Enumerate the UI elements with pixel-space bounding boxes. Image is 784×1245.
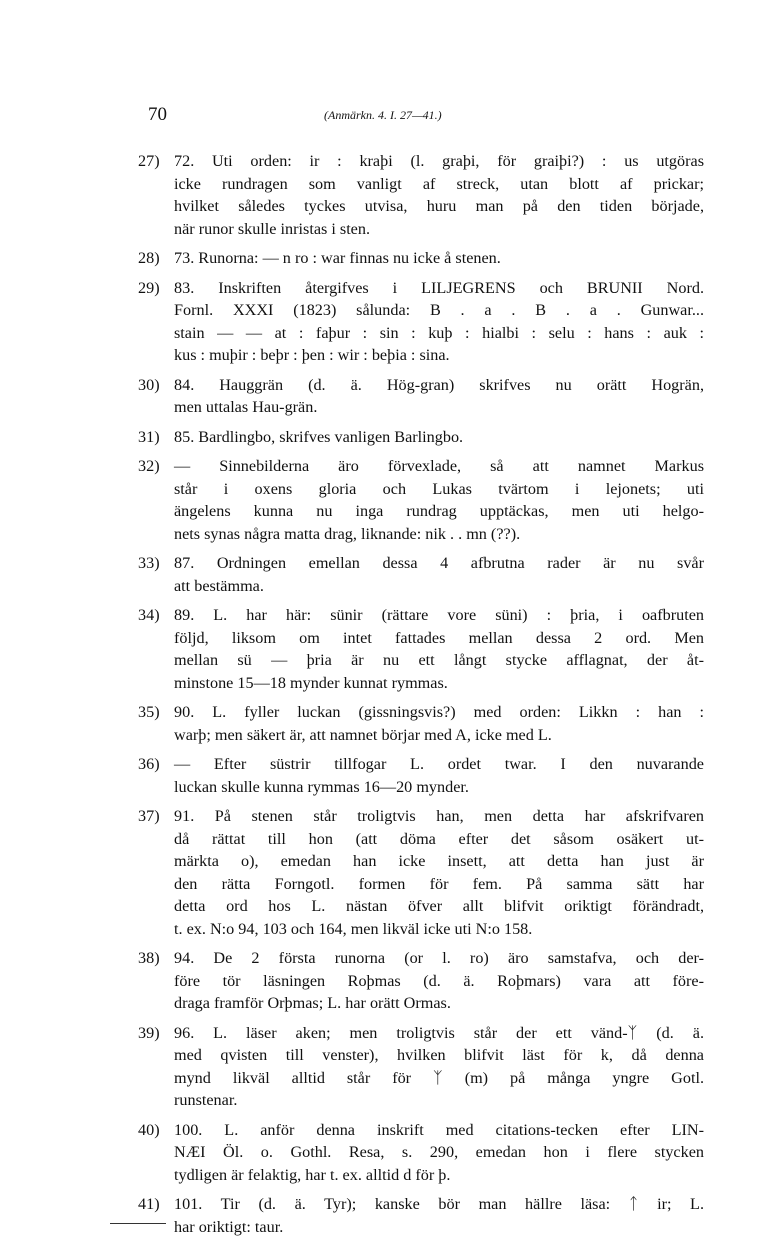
note-line: stain — — at : faþur : sin : kuþ : hialbi : selu : hans : auk : <box>174 323 704 342</box>
note-number: 29) <box>138 278 160 297</box>
note-number: 40) <box>138 1120 160 1139</box>
note-item <box>138 805 704 940</box>
note-item <box>138 753 704 798</box>
note-item <box>138 701 704 746</box>
note-line: då rättat till hon (att döma efter det såsom osäkert ut- <box>174 829 704 848</box>
note-line: ängelens kunna nu inga rundrag upptäckas, men uti helgo- <box>174 502 704 520</box>
note-item <box>138 455 704 545</box>
note-line: 84. Hauggrän (d. ä. Hög-gran) skrifves nu orätt Hogrän, <box>174 375 704 394</box>
note-line: minstone 15—18 mynder kunnat rymmas. <box>174 673 448 692</box>
note-number: 32) <box>138 457 160 475</box>
note-line: 72. Uti orden: ir : kraþi (l. graþi, för graiþi?) : us utgöras <box>174 152 704 170</box>
note-line: med qvisten till venster), hvilken blifvit läst för k, då denna <box>174 1046 704 1064</box>
note-line: har oriktigt: taur. <box>174 1217 284 1236</box>
note-item <box>138 150 704 240</box>
note-line: att bestämma. <box>174 576 264 595</box>
note-line: när runor skulle inristas i sten. <box>174 219 371 238</box>
page-header <box>138 104 704 132</box>
note-line: 101. Tir (d. ä. Tyr); kanske bör man hällre läsa: ᛏ ir; L. <box>174 1195 704 1213</box>
note-number: 41) <box>138 1195 160 1213</box>
note-line: 91. På stenen står troligtvis han, men detta har afskrifvaren <box>174 807 704 825</box>
note-item <box>138 947 704 1015</box>
note-line: luckan skulle kunna rymmas 16—20 mynder. <box>174 777 469 796</box>
note-item <box>138 247 704 270</box>
note-line: står i oxens gloria och Lukas tvärtom i lejonets; uti <box>174 479 704 498</box>
note-line: runstenar. <box>174 1091 238 1109</box>
note-line: före tör läsningen Roþmas (d. ä. Roþmars) vara att före- <box>174 971 704 990</box>
note-line: 90. L. fyller luckan (gissningsvis?) med orden: Likkn : han : <box>174 703 704 721</box>
note-number: 34) <box>138 606 160 624</box>
note-item <box>138 426 704 449</box>
note-line: nets synas några matta drag, liknande: nik . . mn (??). <box>174 524 521 543</box>
notes-list <box>138 150 704 1238</box>
note-line: warþ; men säkert är, att namnet börjar med A, icke med L. <box>174 725 552 744</box>
note-line: — Sinnebilderna äro förvexlade, så att namnet Markus <box>174 457 704 475</box>
note-line: märkta o), emedan han icke insett, att detta han just är <box>174 852 704 870</box>
note-number: 27) <box>138 152 160 170</box>
note-item <box>138 1119 704 1187</box>
note-line: draga framför Orþmas; L. har orätt Ormas. <box>174 994 451 1012</box>
note-number: 39) <box>138 1023 160 1042</box>
footer-rule <box>110 1223 166 1224</box>
note-item <box>138 1022 704 1112</box>
note-number: 35) <box>138 703 160 721</box>
note-number: 28) <box>138 249 160 267</box>
note-line: 73. Runorna: — n ro : war finnas nu icke å stenen. <box>174 249 501 267</box>
note-number: 36) <box>138 755 160 773</box>
note-item <box>138 277 704 367</box>
note-line: icke rundragen som vanligt af streck, utan blott af prickar; <box>174 174 704 193</box>
note-line: tydligen är felaktig, har t. ex. alltid d för þ. <box>174 1165 451 1184</box>
note-line: 96. L. läser aken; men troligtvis står der ett vänd-ᛉ (d. ä. <box>174 1023 704 1042</box>
page-number: 70 <box>148 104 167 125</box>
note-line: Fornl. XXXI (1823) sålunda: B . a . B . a . Gunwar... <box>174 301 704 319</box>
note-line: följd, liksom om intet fattades mellan dessa 2 ord. Men <box>174 628 704 647</box>
note-number: 30) <box>138 375 160 394</box>
note-line: den rätta Forngotl. formen för fem. På samma sätt har <box>174 874 704 893</box>
note-line: 83. Inskriften återgifves i LILJEGRENS och BRUNII Nord. <box>174 278 704 297</box>
note-item <box>138 1193 704 1238</box>
note-line: 87. Ordningen emellan dessa 4 afbrutna rader är nu svår <box>174 554 704 572</box>
note-item <box>138 374 704 419</box>
note-line: 85. Bardlingbo, skrifves vanligen Barlingbo. <box>174 427 464 446</box>
note-item <box>138 604 704 694</box>
note-number: 33) <box>138 554 160 572</box>
note-line: NÆI Öl. o. Gothl. Resa, s. 290, emedan hon i flere stycken <box>174 1143 704 1161</box>
note-line: hvilket således tyckes utvisa, huru man på den tiden började, <box>174 197 704 215</box>
note-number: 38) <box>138 949 160 967</box>
page-body <box>138 104 704 1245</box>
note-line: mynd likväl alltid står för ᛉ (m) på många yngre Gotl. <box>174 1068 704 1087</box>
note-line: 94. De 2 första runorna (or l. ro) äro samstafva, och der- <box>174 949 704 967</box>
note-line: mellan sü — þria är nu ett långt stycke afflagnat, der åt- <box>174 651 704 669</box>
note-line: kus : muþir : beþr : þen : wir : beþia : sina. <box>174 346 450 364</box>
note-line: men uttalas Hau-grän. <box>174 398 318 416</box>
note-line: detta ord hos L. nästan öfver allt blifvit oriktigt förändradt, <box>174 897 704 915</box>
note-number: 31) <box>138 427 160 446</box>
note-item <box>138 552 704 597</box>
note-line: 89. L. har här: sünir (rättare vore süni) : þria, i oafbruten <box>174 606 704 624</box>
running-head: (Anmärkn. 4. I. 27—41.) <box>324 108 442 122</box>
note-line: 100. L. anför denna inskrift med citations-tecken efter LIN- <box>174 1120 704 1139</box>
note-number: 37) <box>138 807 160 825</box>
note-line: t. ex. N:o 94, 103 och 164, men likväl icke uti N:o 158. <box>174 919 533 938</box>
note-line: — Efter süstrir tillfogar L. ordet twar. I den nuvarande <box>174 755 704 773</box>
